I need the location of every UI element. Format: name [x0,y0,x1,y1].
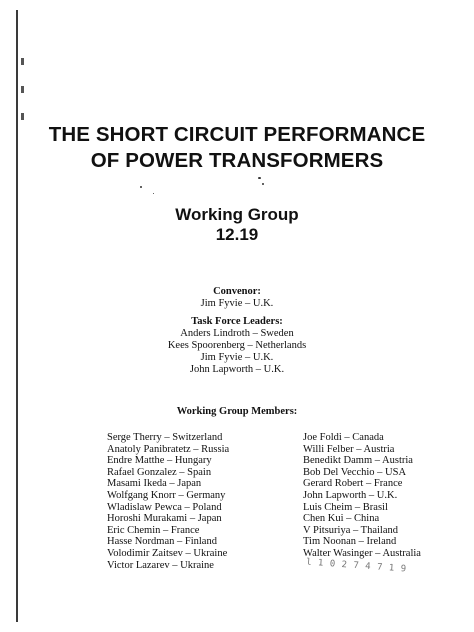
working-group-heading [0,205,474,245]
task-force-leader: Kees Spoorenberg – Netherlands [167,340,307,351]
title-line-1: THE SHORT CIRCUIT PERFORMANCE [48,123,426,146]
member-name: Willi Felber – Austria [303,443,395,455]
member-name: Wladislaw Pewca – Poland [107,501,222,513]
members-heading: Working Group Members: [176,406,298,417]
member-name: Endre Matthe – Hungary [107,455,212,467]
member-name: Tim Noonan – Ireland [303,536,397,548]
member-name: Horoshi Murakami – Japan [107,513,222,525]
members-left-column [107,432,229,571]
task-force-leader: Jim Fyvie – U.K. [200,352,274,363]
catalog-stamp: l 1 0 2 7 4 7 1 9 [305,557,407,575]
working-group-number: 12.19 [215,225,259,244]
edge-tick [21,58,24,65]
scan-speck [262,183,264,185]
scan-speck [140,186,142,188]
convenor-heading: Convenor: [213,286,261,297]
member-name: Joe Foldi – Canada [303,432,384,443]
scan-speck [258,177,261,179]
member-name: Wolfgang Knorr – Germany [107,489,226,501]
document-title [0,122,474,174]
member-name: Walter Wasinger – Australia [303,547,421,559]
members-right-column [303,432,421,560]
member-name: Rafael Gonzalez – Spain [107,466,212,478]
title-line-2: OF POWER TRANSFORMERS [90,149,384,172]
convenor-block [0,286,474,310]
task-force-leader: Anders Lindroth – Sweden [180,328,294,339]
member-name: Luis Cheim – Brasil [303,501,388,513]
member-name: Serge Therry – Switzerland [107,432,223,443]
task-force-heading: Task Force Leaders: [191,316,283,327]
edge-tick [21,86,24,93]
scan-speck [153,193,154,194]
convenor-name: Jim Fyvie – U.K. [200,298,274,309]
member-name: Hasse Nordman – Finland [107,536,217,548]
member-name: Victor Lazarev – Ukraine [107,559,214,571]
member-name: Benedikt Damm – Austria [303,455,413,467]
edge-tick [21,113,24,120]
member-name: Chen Kui – China [303,513,380,525]
member-name: Eric Chemin – France [107,524,200,536]
member-name: Masami Ikeda – Japan [107,478,202,490]
member-name: V Pitsuriya – Thailand [303,524,398,536]
member-name: Bob Del Vecchio – USA [303,466,407,478]
task-force-block [0,316,474,376]
member-name: John Lapworth – U.K. [303,489,398,501]
task-force-leader: John Lapworth – U.K. [189,364,285,375]
member-name: Gerard Robert – France [303,478,403,490]
working-group-label: Working Group [175,205,299,224]
member-name: Anatoly Panibratetz – Russia [107,443,230,455]
member-name: Volodimir Zaitsev – Ukraine [107,547,228,559]
